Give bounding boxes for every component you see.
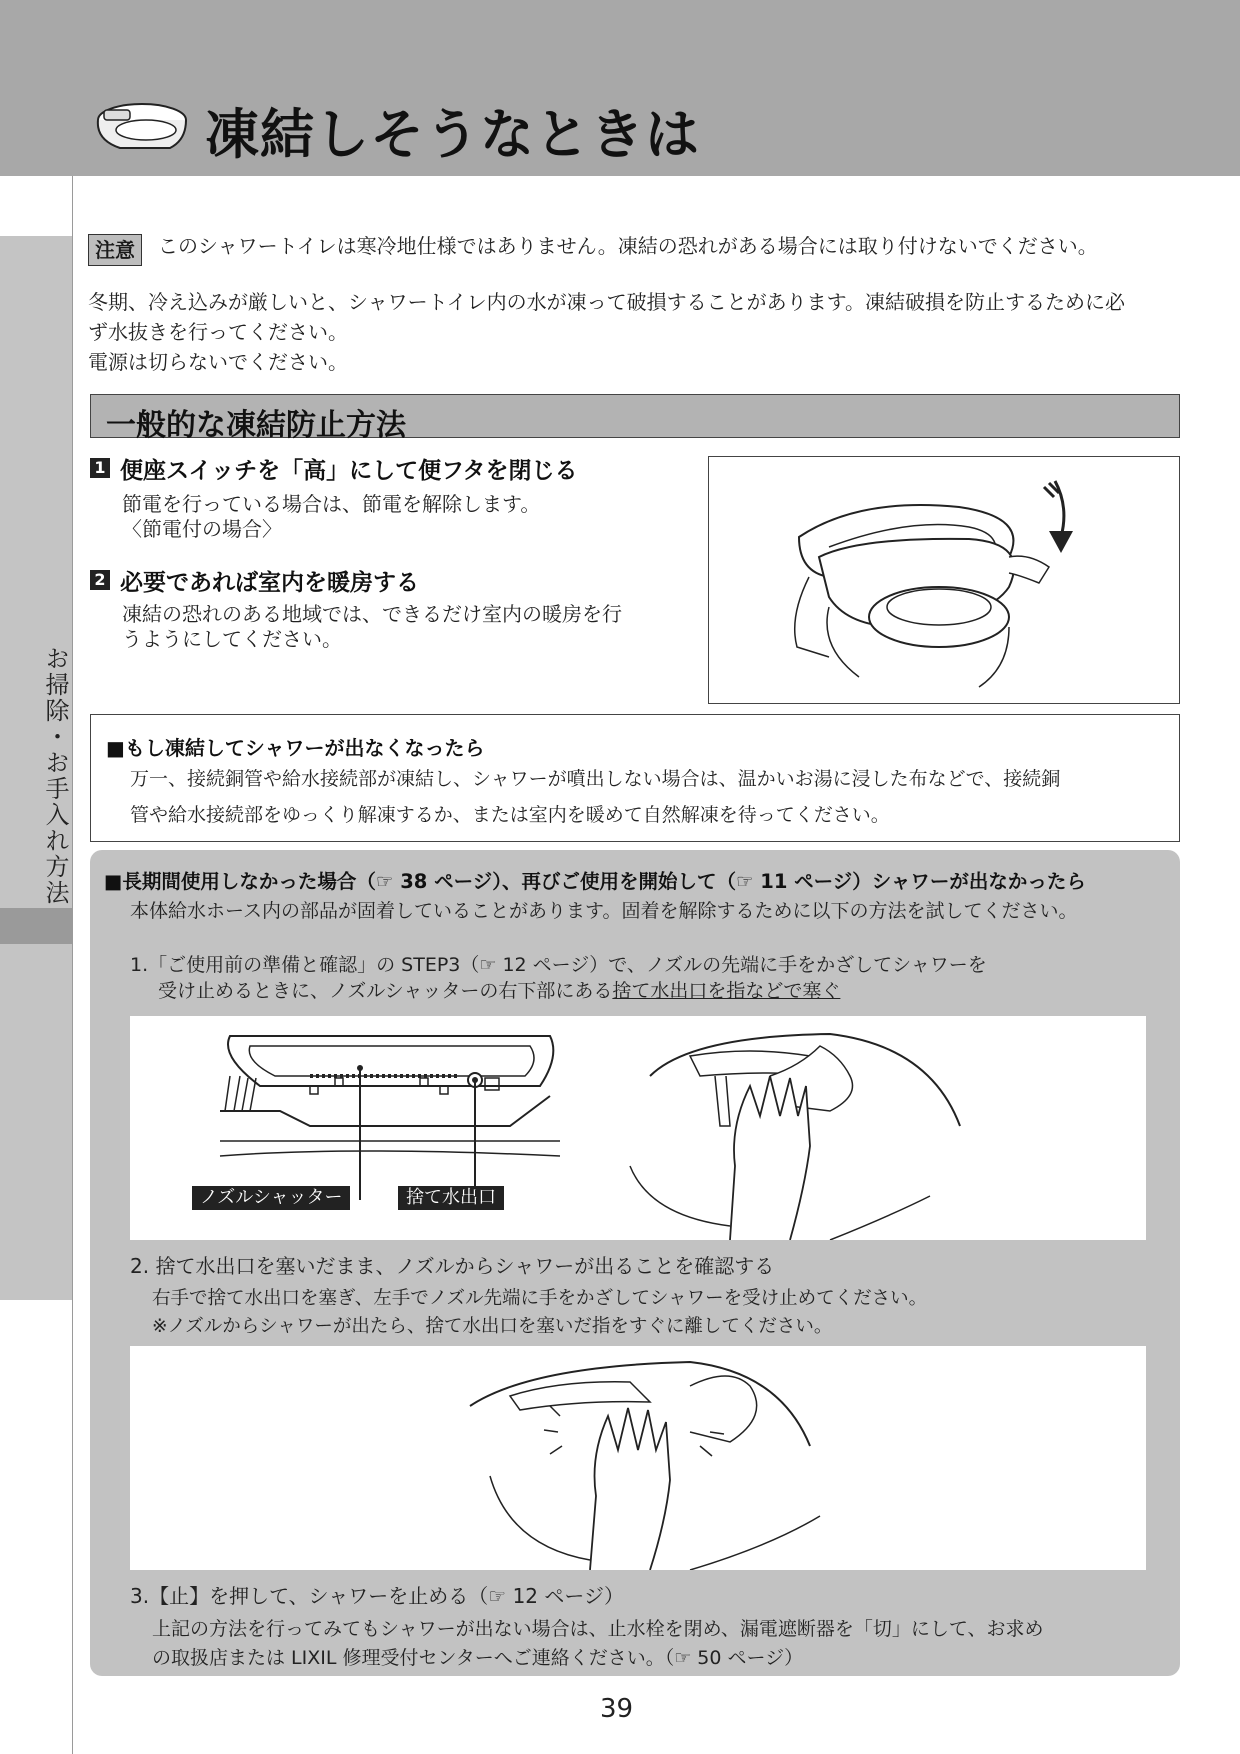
- caution-text: このシャワートイレは寒冷地仕様ではありません。凍結の恐れがある場合には取り付けないでください。: [158, 234, 1098, 258]
- step-2-line-1: 凍結の恐れのある地域では、できるだけ室内の暖房を行: [122, 602, 622, 626]
- intro-line-1: 冬期、冷え込みが厳しいと、シャワートイレ内の水が凍って破損することがあります。凍結破損を防止するために必: [88, 290, 1125, 314]
- sidebar-tab-marker: [0, 908, 72, 944]
- section-title: 一般的な凍結防止方法: [106, 408, 406, 443]
- long-term-heading: ■長期間使用しなかった場合（☞ 38 ページ）、再びご使用を開始して（☞ 11 ページ）シャワーが出なかったら: [104, 870, 1086, 893]
- figure-shower-check: [130, 1346, 1146, 1570]
- step-1-line-2: 〈節電付の場合〉: [122, 517, 282, 541]
- long-term-step-1-line-2: [158, 976, 840, 1003]
- page-title: 凍結しそうなときは: [205, 103, 700, 166]
- step-title-2: 必要であれば室内を暖房する: [120, 570, 419, 596]
- long-term-step-3-title: 3.【止】を押して、シャワーを止める（☞ 12 ページ）: [130, 1584, 624, 1608]
- shower-check-illustration: [130, 1346, 1146, 1570]
- long-term-step-2-title: 2. 捨て水出口を塞いだまま、ノズルからシャワーが出ることを確認する: [130, 1254, 775, 1278]
- drain-outlet-label: 捨て水出口: [398, 1186, 504, 1210]
- long-term-step-3-line-2: の取扱店または LIXIL 修理受付センターへご連絡ください。（☞ 50 ページ）: [152, 1647, 804, 1669]
- long-term-step-3-line-1: 上記の方法を行ってみてもシャワーが出ない場合は、止水栓を閉め、漏電遮断器を「切」にして、お求め: [152, 1618, 1044, 1640]
- long-term-intro: 本体給水ホース内の部品が固着していることがあります。固着を解除するために以下の方法を試してください。: [130, 900, 1078, 922]
- close-lid-illustration: [709, 457, 1179, 703]
- long-term-step-1-line-1: 1.「ご使用前の準備と確認」の STEP3（☞ 12 ページ）で、ノズルの先端に手をかざしてシャワーを: [130, 954, 987, 976]
- step-title-1: 便座スイッチを「高」にして便フタを閉じる: [120, 458, 578, 484]
- frozen-line-2: 管や給水接続部をゆっくり解凍するか、または室内を暖めて自然解凍を待ってください。: [130, 804, 890, 826]
- sidebar-divider: [72, 176, 73, 1754]
- step-1-underlined: 捨て水出口を指などで塞ぐ: [612, 980, 841, 1002]
- step-number-1: 1: [90, 458, 110, 478]
- toilet-seat-icon: [90, 90, 190, 160]
- intro-line-3: 電源は切らないでください。: [88, 350, 348, 374]
- sidebar-label: お掃除・お手入れ方法: [41, 646, 69, 906]
- long-term-step-2-line-2: ※ノズルからシャワーが出たら、捨て水出口を塞いだ指をすぐに離してください。: [152, 1316, 833, 1337]
- figure-close-lid: [708, 456, 1180, 704]
- nozzle-shutter-label: ノズルシャッター: [192, 1186, 350, 1210]
- figure-nozzle-shutter: [130, 1016, 1146, 1240]
- intro-line-2: ず水抜きを行ってください。: [88, 320, 348, 344]
- long-term-step-2-line-1: 右手で捨て水出口を塞ぎ、左手でノズル先端に手をかざしてシャワーを受け止めてください。: [152, 1288, 928, 1309]
- frozen-line-1: 万一、接続銅管や給水接続部が凍結し、シャワーが噴出しない場合は、温かいお湯に浸した布などで、接続銅: [130, 768, 1061, 790]
- frozen-heading: ■もし凍結してシャワーが出なくなったら: [106, 736, 485, 760]
- step-1-line-1: 節電を行っている場合は、節電を解除します。: [122, 492, 541, 516]
- step-1-plain: 受け止めるときに、ノズルシャッターの右下部にある: [158, 980, 613, 1002]
- sidebar-tab-lower: [0, 944, 72, 1300]
- page-number: 39: [600, 1694, 634, 1724]
- caution-badge: 注意: [88, 234, 142, 266]
- step-2-line-2: うようにしてください。: [122, 627, 342, 651]
- step-number-2: 2: [90, 570, 110, 590]
